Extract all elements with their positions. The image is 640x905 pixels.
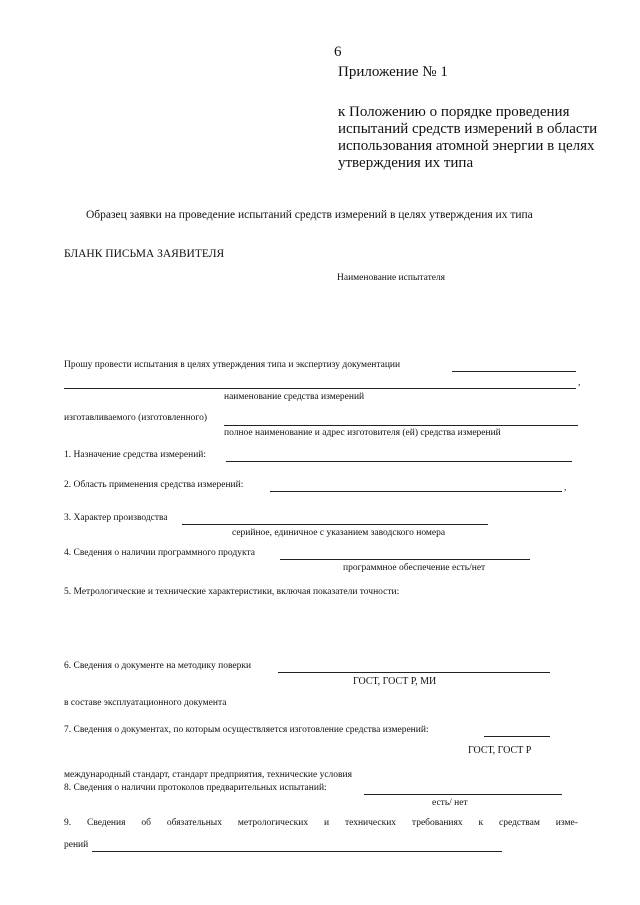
item1-line (226, 461, 572, 462)
appendix-ref-line2: испытаний средств измерений в области (338, 121, 598, 137)
item9-word: метрологических (237, 818, 309, 828)
item3-label: 3. Характер производства (64, 513, 168, 523)
appendix-ref-line4: утверждения их типа (338, 155, 474, 171)
letterhead-label: БЛАНК ПИСЬМА ЗАЯВИТЕЛЯ (64, 248, 225, 260)
item9-word: об (141, 818, 151, 828)
appendix-title: Приложение № 1 (338, 64, 448, 80)
appendix-ref-line3: использования атомной энергии в целях (338, 138, 595, 154)
item9-word: требованиях (411, 818, 463, 828)
instrument-name-caption: наименование средства измерений (224, 392, 365, 402)
item2-label: 2. Область применения средства измерений: (64, 480, 244, 490)
item9-line (92, 851, 502, 852)
item9-label (64, 818, 578, 828)
item4-label: 4. Сведения о наличии программного продукта (64, 548, 255, 558)
item4-line (280, 559, 530, 560)
comma: , (578, 378, 581, 388)
item9-word: технических (344, 818, 397, 828)
item8-label: 8. Сведения о наличии протоколов предварительных испытаний: (64, 783, 327, 793)
item9-word: изме- (555, 818, 578, 828)
item3-line (182, 524, 488, 525)
sample-title: Образец заявки на проведение испытаний средств измерений в целях утверждения их типа (86, 209, 533, 221)
item5-label: 5. Метрологические и технические характеристики, включая показатели точности: (64, 587, 400, 597)
item9-word: 9. (64, 818, 72, 828)
item7-caption: ГОСТ, ГОСТ Р (468, 745, 532, 756)
item3-caption: серийное, единичное с указанием заводского номера (232, 528, 446, 538)
item2-comma: , (564, 483, 567, 493)
item4-caption: программное обеспечение есть/нет (343, 563, 486, 573)
item9-word: и (323, 818, 330, 828)
item7-label: 7. Сведения о документах, по которым осуществляется изготовление средства измерений: (64, 725, 429, 735)
request-line-2 (64, 388, 576, 389)
tester-name-label: Наименование испытателя (337, 273, 446, 283)
item6-label: 6. Сведения о документе на методику поверки (64, 661, 252, 671)
item8-line (364, 794, 562, 795)
appendix-ref-line1: к Положению о порядке проведения (338, 104, 570, 120)
item9-word: к (478, 818, 484, 828)
manufacturer-caption: полное наименование и адрес изготовителя (ей) средства измерений (224, 428, 501, 438)
item9-word: Сведения (87, 818, 126, 828)
item9-word: обязательных (166, 818, 222, 828)
page-number: 6 (334, 44, 342, 60)
request-text: Прошу провести испытания в целях утверждения типа и экспертизу документации (64, 360, 401, 370)
item6-extra: в составе эксплуатационного документа (64, 698, 227, 708)
item9-word: средствам (499, 818, 540, 828)
item6-line (278, 672, 550, 673)
item9-continuation: рений (64, 840, 89, 850)
item6-caption: ГОСТ, ГОСТ Р, МИ (353, 676, 437, 687)
request-line-1 (452, 371, 576, 372)
item8-caption: есть/ нет (432, 798, 468, 808)
item7-line (484, 736, 550, 737)
item2-line (270, 491, 562, 492)
item7-extra: международный стандарт, стандарт предприятия, технические условия (64, 770, 352, 780)
manufactured-label: изготавливаемого (изготовленного) (64, 413, 208, 423)
manufacturer-line (224, 425, 578, 426)
item1-label: 1. Назначение средства измерений: (64, 450, 207, 460)
